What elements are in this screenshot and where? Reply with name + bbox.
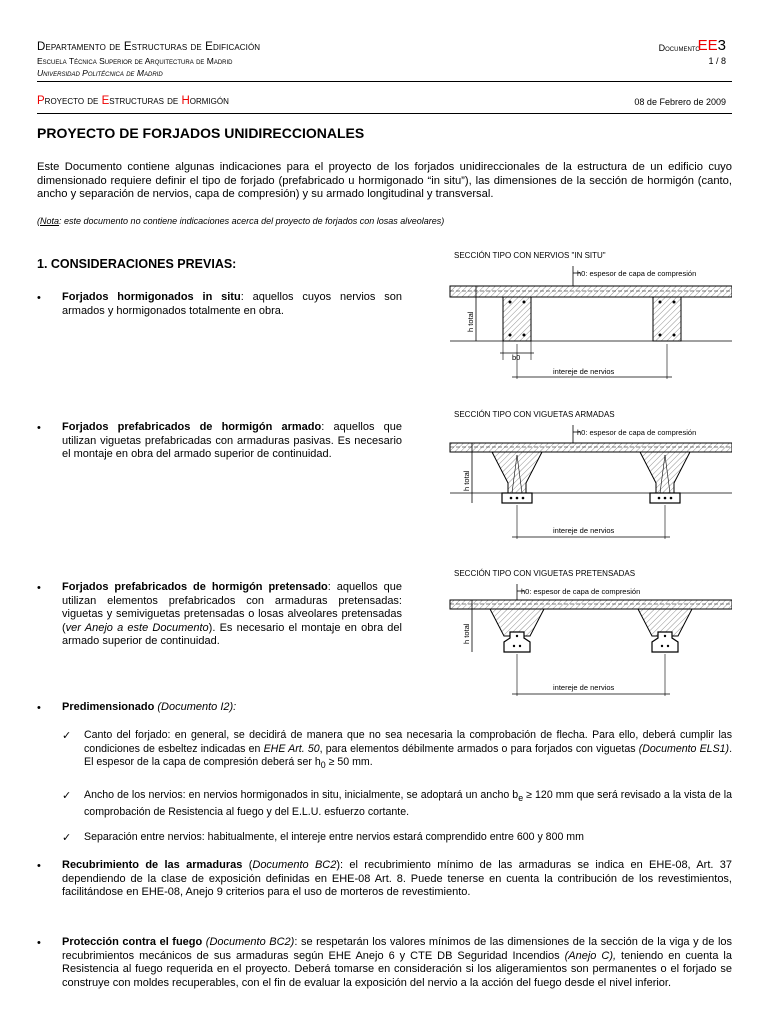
department-name: Departamento de Estructuras de Edificación (37, 41, 261, 53)
svg-text:h0: espesor de capa de compres: h0: espesor de capa de compresión (577, 428, 697, 437)
bullet-icon: • (37, 292, 41, 304)
page-title: PROYECTO DE FORJADOS UNIDIRECCIONALES (37, 125, 365, 141)
school-name: Escuela Técnica Superior de Arquitectura de Madrid (37, 56, 233, 66)
header-divider (37, 81, 732, 82)
list-item: Protección contra el fuego (Documento BC2): se respetarán los valores mínimos de las dimensiones de la sección de la viga y de los recubrimientos mecánicos de sus armaduras según EHE Anejo 6 y CTE DB Seguridad Incendios (Anejo C), teniendo en cuenta la Resistencia al fuego requerida en el proyecto. Deberá tomarse en consideración si los aligeramientos son permanentes o el forjado se construye con moldes recuperables, con el fin de evaluar la exposición del nervio a la acción del fuego desde el nivel inferior. (62, 936, 733, 989)
svg-text:intereje de nervios: intereje de nervios (553, 683, 615, 692)
figure-prestressed-joists-section (440, 580, 732, 700)
checkmark-icon: ✓ (62, 832, 72, 844)
title-divider (37, 113, 732, 114)
university-name: Universidad Politécnica de Madrid (37, 68, 163, 78)
bullet-icon: • (37, 422, 41, 434)
document-date: 08 de Febrero de 2009 (634, 97, 726, 107)
list-item: Forjados prefabricados de hormigón pretensado: aquellos que utilizan elementos prefabricados con armaduras pretensadas: viguetas y semiviguetas pretensadas o losas alveolares pretensadas (ver Anejo a este Documento). Es necesario el montaje en obra del armado superior de continuidad. (62, 581, 403, 647)
list-item: Forjados prefabricados de hormigón armado: aquellos que utilizan viguetas prefabricadas con armaduras pasivas. Es necesario el montaje en obra del armado superior de continuidad. (62, 421, 402, 460)
h-total-label: h total (466, 311, 475, 332)
list-item: Recubrimiento de las armaduras (Documento BC2): el recubrimiento mínimo de las armaduras se indica en EHE-08, Art. 37 dependiendo de la clase de exposición definidas en EHE-08 Art. 8. Puede tenerse en cuenta la contribución de los revestimientos, facilitándose en EHE-08, Anejo 9 criterios para el uso de morteros de revestimiento. (62, 859, 733, 898)
checkmark-icon: ✓ (62, 730, 72, 742)
svg-text:h total: h total (462, 623, 471, 644)
svg-text:intereje de nervios: intereje de nervios (553, 526, 615, 535)
figure-title: SECCIÓN TIPO CON VIGUETAS ARMADAS (454, 410, 615, 419)
document-code: EE3 (697, 37, 726, 54)
checkmark-icon: ✓ (62, 790, 72, 802)
sub-item: Ancho de los nervios: en nervios hormigonados in situ, inicialmente, se adoptará un ancho $b_e \ge 120$ mm que será revisado a la vista de la comprobación de Resistencia al fuego y del E.L.U. esfuerzo cortante. (84, 789, 733, 818)
figure-reinforced-joists-section (440, 421, 732, 541)
figure-title: SECCIÓN TIPO CON VIGUETAS PRETENSADAS (454, 569, 636, 578)
figure-in-situ-section (440, 262, 732, 382)
intro-paragraph: Este Documento contiene algunas indicaciones para el proyecto de los forjados unidireccionales de la estructura de un edificio cuyo dimensionado requiere definir el tipo de forjado (prefabricado u hormigonado “in situ”), las dimensiones de la sección de hormigón (canto, ancho y separación de nervios, capa de compresión) y su armado longitudinal y transversal. (37, 161, 732, 200)
intereje-label: intereje de nervios (553, 367, 615, 376)
h0-label: h0: espesor de capa de compresión (577, 269, 697, 278)
note: (Nota: este documento no contiene indicaciones acerca del proyecto de forjados con losas alveolares) (37, 216, 445, 226)
bullet-icon: • (37, 582, 41, 594)
page-number: 1 / 8 (708, 56, 726, 66)
document-label: Documento (658, 43, 700, 53)
bullet-icon: • (37, 702, 41, 714)
list-item: Predimensionado (Documento I2): (62, 701, 237, 713)
svg-text:h total: h total (462, 470, 471, 491)
sub-item: Canto del forjado: en general, se decidirá de manera que no sea necesaria la comprobación de flecha. Para ello, deberá cumplir las condiciones de esbeltez indicadas en EHE Art. 50, para elementos débilmente armados o para forjados con viguetas (Documento ELS1). El espesor de la capa de compresión deberá ser $h_0 \ge 50$ mm. (84, 729, 733, 771)
bullet-icon: • (37, 937, 41, 949)
list-item: Forjados hormigonados in situ: aquellos cuyos nervios son armados y hormigonados totalmente en obra. (62, 291, 402, 317)
bullet-icon: • (37, 860, 41, 872)
figure-title: SECCIÓN TIPO CON NERVIOS "IN SITU" (454, 251, 606, 260)
b0-label: b0 (512, 353, 521, 362)
section-heading: 1. CONSIDERACIONES PREVIAS: (37, 257, 237, 271)
sub-item: Separación entre nervios: habitualmente, el intereje entre nervios estará comprendido entre 600 y 800 mm (84, 831, 584, 843)
project-title: Proyecto de Estructuras de Hormigón (37, 95, 229, 107)
svg-text:h0: espesor de capa de compres: h0: espesor de capa de compresión (521, 587, 641, 596)
